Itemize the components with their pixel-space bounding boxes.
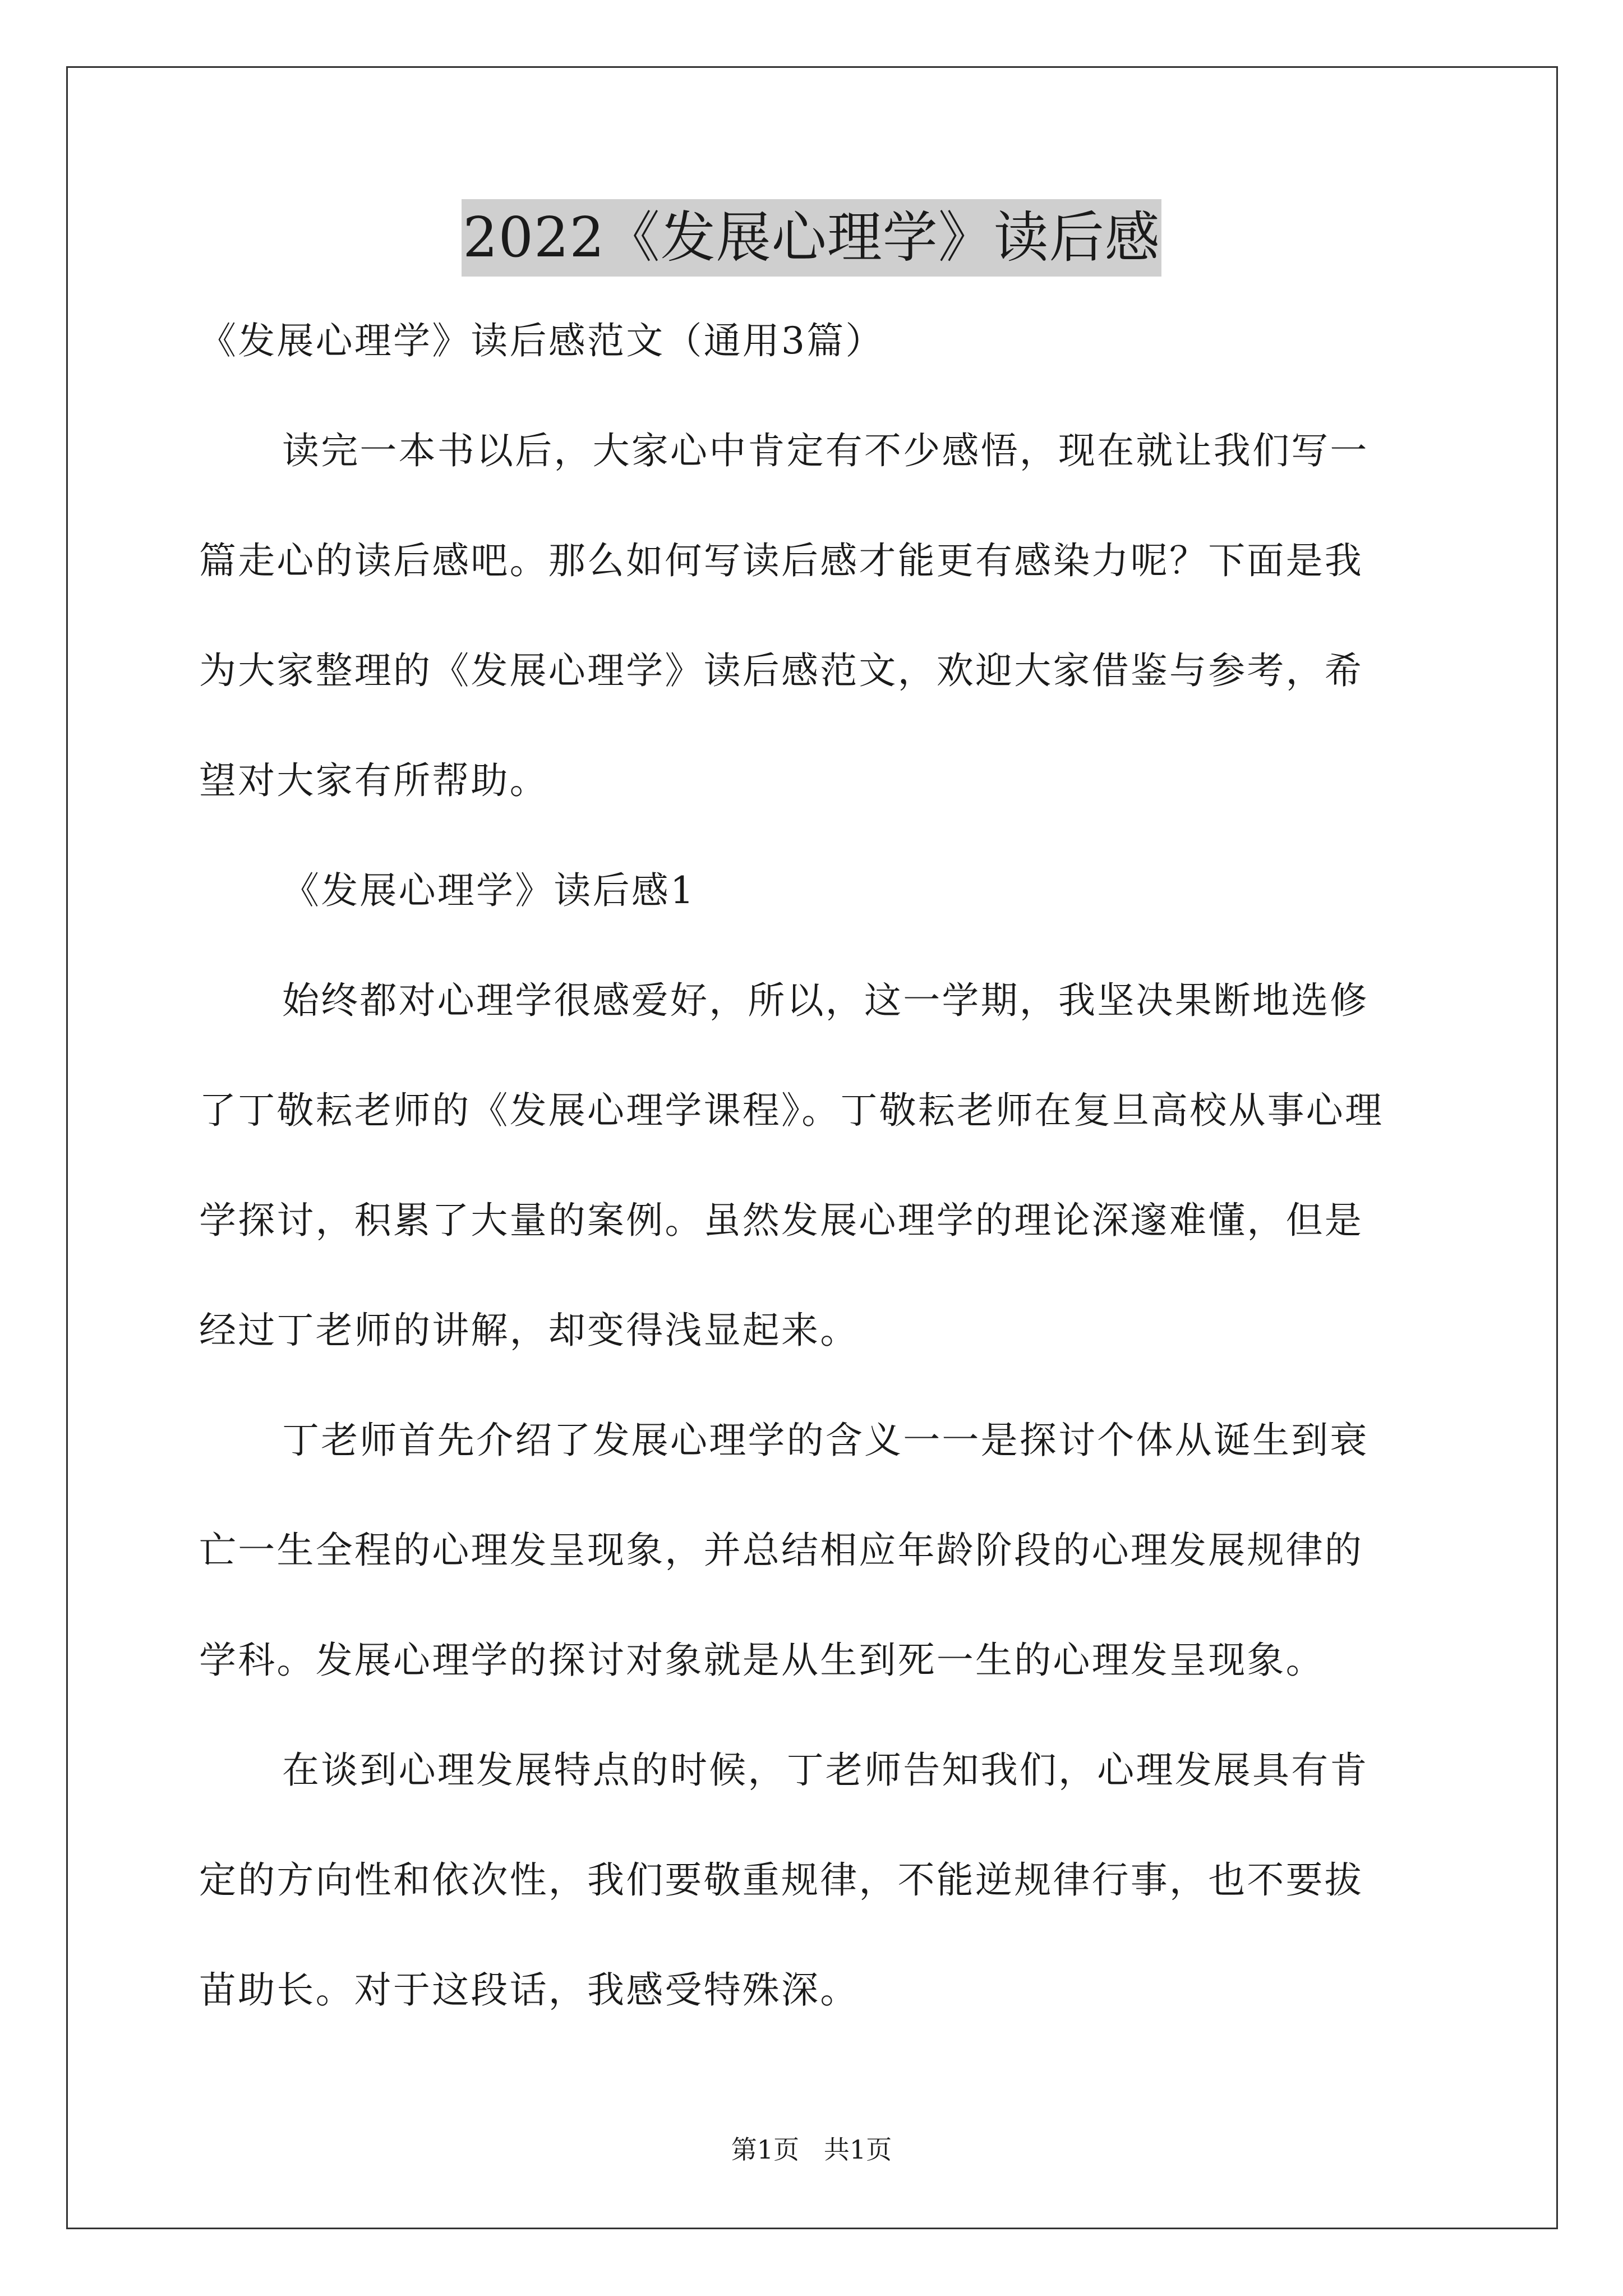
text-line: 读完一本书以后，大家心中肯定有不少感悟，现在就让我们写一 bbox=[282, 429, 1369, 472]
page-footer: 第1页 共1页 bbox=[731, 2134, 892, 2165]
text-line: 学探讨，积累了大量的案例。虽然发展心理学的理论深邃难懂，但是 bbox=[199, 1199, 1363, 1242]
text-line: 苗助长。对于这段话，我感受特殊深。 bbox=[199, 1968, 859, 2012]
text-line: 亡一生全程的心理发呈现象，并总结相应年龄阶段的心理发展规律的 bbox=[199, 1529, 1363, 1572]
text-line: 在谈到心理发展特点的时候，丁老师告知我们，心理发展具有肯 bbox=[282, 1749, 1369, 1792]
document-body bbox=[199, 314, 1433, 2073]
text-line: 丁老师首先介绍了发展心理学的含义一一是探讨个体从诞生到衰 bbox=[282, 1419, 1369, 1462]
document-title: 2022《发展心理学》读后感 bbox=[462, 199, 1161, 277]
text-line: 始终都对心理学很感爱好，所以，这一学期，我坚决果断地选修 bbox=[282, 979, 1369, 1022]
title-container bbox=[0, 199, 1623, 277]
text-line: 经过丁老师的讲解，却变得浅显起来。 bbox=[199, 1309, 859, 1352]
text-line: 《发展心理学》读后感范文（通用3篇） bbox=[199, 319, 884, 362]
text-line: 篇走心的读后感吧。那么如何写读后感才能更有感染力呢？下面是我 bbox=[199, 539, 1363, 582]
text-line: 《发展心理学》读后感1 bbox=[282, 869, 696, 912]
text-line: 为大家整理的《发展心理学》读后感范文，欢迎大家借鉴与参考，希 bbox=[199, 649, 1363, 692]
text-line: 定的方向性和依次性，我们要敬重规律，不能逆规律行事，也不要拔 bbox=[199, 1858, 1363, 1902]
text-line: 望对大家有所帮助。 bbox=[199, 759, 548, 802]
text-line: 学科。发展心理学的探讨对象就是从生到死一生的心理发呈现象。 bbox=[199, 1639, 1325, 1682]
text-line: 了丁敬耘老师的《发展心理学课程》。丁敬耘老师在复旦高校从事心理 bbox=[199, 1089, 1384, 1132]
